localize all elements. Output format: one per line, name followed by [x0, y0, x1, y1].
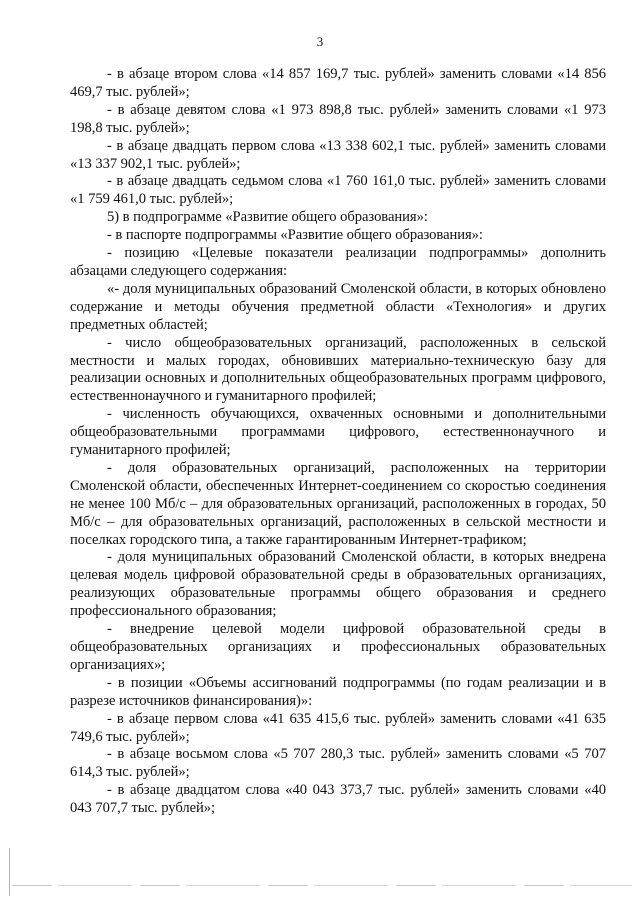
paragraph-indicator-digital-environment: - внедрение целевой модели цифровой образовательной среды в общеобразовательных организациях и профессиональных образовательных организациях»; — [70, 621, 606, 673]
scan-artifact-mark — [9, 848, 10, 896]
paragraph-indicator-technology: «- доля муниципальных образований Смоленской области, в которых обновлено содержание и методы обучения предметной области «Технология» и других предметных областей; — [70, 280, 606, 333]
page-number: 3 — [316, 34, 324, 49]
paragraph-indicator-rural-schools: - число общеобразовательных организаций, расположенных в сельской местности и малых городах, обновивших материально-техническую базу для реализации основных и дополнительных общеобразовательных программ цифрового, естественнонаучного и гуманитарного профилей; — [70, 334, 606, 405]
paragraph-budget-change-twenty-first: - в абзаце двадцать первом слова «13 338 602,1 тыс. рублей» заменить словами «13 337 902,1 тыс. рублей»; — [70, 137, 606, 172]
paragraph-allocation-twentieth: - в абзаце двадцатом слова «40 043 373,7 тыс. рублей» заменить словами «40 043 707,7 тыс. рублей»; — [70, 782, 606, 817]
paragraph-allocation-first: - в абзаце первом слова «41 635 415,6 тыс. рублей» заменить словами «41 635 749,6 тыс. рублей»; — [70, 710, 606, 745]
paragraph-allocations-position: - в позиции «Объемы ассигнований подпрограммы (по годам реализации и в разрезе источников финансирования)»: — [70, 674, 606, 709]
paragraph-indicator-students: - численность обучающихся, охваченных основными и дополнительными общеобразовательными программами цифрового, естественнонаучного и гуманитарного профилей; — [70, 406, 606, 459]
paragraph-indicator-internet: - доля образовательных организаций, расположенных на территории Смоленской области, обеспеченных Интернет-соединением со скоростью соединения не менее 100 Мб/с – для образовательных организаций, расположенных в городах, 50 Мб/с – для образовательных организаций, расположенных в сельской местности и поселках городского типа, а также гарантированным Интернет-трафиком; — [70, 459, 606, 548]
paragraph-allocation-eighth: - в абзаце восьмом слова «5 707 280,3 тыс. рублей» заменить словами «5 707 614,3 тыс. рублей»; — [70, 746, 606, 781]
paragraph-budget-change-twenty-seventh: - в абзаце двадцать седьмом слова «1 760 161,0 тыс. рублей» заменить словами «1 759 461,0 тыс. рублей»; — [70, 173, 606, 208]
scan-artifact-line — [12, 885, 632, 886]
paragraph-indicator-digital-model: - доля муниципальных образований Смоленской области, в которых внедрена целевая модель цифровой образовательной среды в образовательных организациях, реализующих образовательные программы общего образования и среднего профессионального образования; — [70, 549, 606, 620]
paragraph-budget-change-ninth: - в абзаце девятом слова «1 973 898,8 тыс. рублей» заменить словами «1 973 198,8 тыс. рублей»; — [70, 101, 606, 136]
paragraph-target-indicators: - позицию «Целевые показатели реализации подпрограммы» дополнить абзацами следующего содержания: — [70, 245, 606, 279]
paragraph-subprogram-passport: - в паспорте подпрограммы «Развитие общего образования»: — [107, 227, 483, 244]
paragraph-budget-change-second: - в абзаце втором слова «14 857 169,7 тыс. рублей» заменить словами «14 856 469,7 тыс. рублей»; — [70, 66, 606, 100]
document-body — [70, 66, 606, 818]
paragraph-subprogram-heading: 5) в подпрограмме «Развитие общего образования»: — [107, 209, 428, 226]
